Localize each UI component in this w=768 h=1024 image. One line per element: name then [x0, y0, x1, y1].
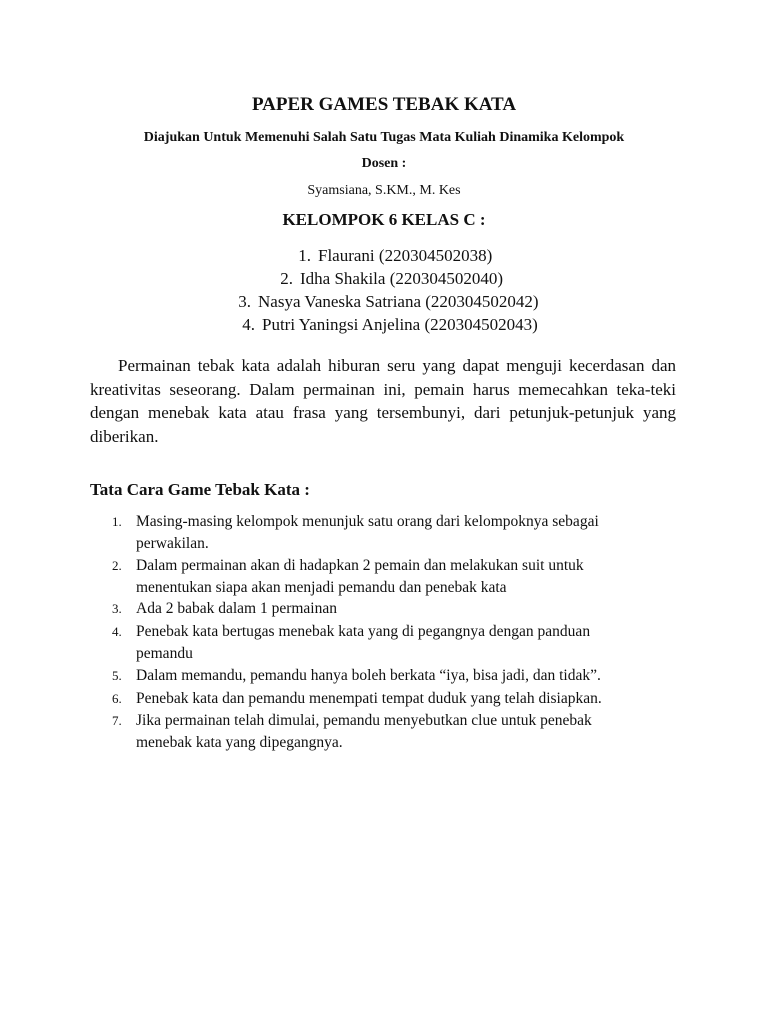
rule-number: 3. — [112, 601, 122, 616]
rule-text-line: Dalam permainan akan di hadapkan 2 pemain dan melakukan suit untuk — [136, 557, 584, 574]
member-item — [242, 315, 538, 335]
rule-number: 7. — [112, 713, 122, 728]
member-number: 3. — [238, 292, 251, 311]
lecturer-label: Dosen : — [361, 156, 407, 171]
rule-text-line: Ada 2 babak dalam 1 permainan — [136, 600, 337, 617]
member-text: Flaurani (220304502038) — [318, 246, 493, 265]
member-text: Idha Shakila (220304502040) — [300, 269, 504, 288]
member-text: Putri Yaningsi Anjelina (220304502043) — [262, 315, 538, 334]
rule-number: 5. — [112, 668, 122, 683]
rules-heading: Tata Cara Game Tebak Kata : — [90, 480, 310, 499]
member-item — [238, 292, 539, 312]
document-title: PAPER GAMES TEBAK KATA — [251, 94, 517, 115]
rule-text-line: perwakilan. — [136, 535, 209, 552]
rule-text-line: menebak kata yang dipegangnya. — [136, 734, 343, 751]
rule-text-line: pemandu — [136, 645, 193, 662]
rule-number: 2. — [112, 558, 122, 573]
rule-text-line: Penebak kata bertugas menebak kata yang di pegangnya dengan panduan — [136, 623, 591, 640]
member-number: 2. — [280, 269, 293, 288]
member-item — [280, 269, 504, 289]
member-number: 1. — [298, 246, 311, 265]
rule-text-line: Dalam memandu, pemandu hanya boleh berkata “iya, bisa jadi, dan tidak”. — [136, 667, 601, 684]
rule-number: 4. — [112, 624, 122, 639]
member-text: Nasya Vaneska Satriana (220304502042) — [258, 292, 539, 311]
rule-text-line: Penebak kata dan pemandu menempati tempat duduk yang telah disiapkan. — [136, 690, 602, 707]
intro-paragraph: Permainan tebak kata adalah hiburan seru yang dapat menguji kecerdasan dan kreativitas seseorang. Dalam permainan ini, pemain harus memecahkan teka-teki dengan menebak kata atau frasa yang tersembunyi, dari petunjuk-petunjuk yang diberikan. — [90, 356, 676, 446]
document-subtitle: Diajukan Untuk Memenuhi Salah Satu Tugas Mata Kuliah Dinamika Kelompok — [143, 130, 625, 145]
rule-number: 1. — [112, 514, 122, 529]
rule-text-line: menentukan siapa akan menjadi pemandu dan penebak kata — [136, 579, 507, 596]
rule-number: 6. — [112, 691, 122, 706]
rule-text-line: Jika permainan telah dimulai, pemandu menyebutkan clue untuk penebak — [136, 712, 592, 729]
lecturer-name: Syamsiana, S.KM., M. Kes — [307, 183, 461, 198]
rule-text-line: Masing-masing kelompok menunjuk satu orang dari kelompoknya sebagai — [136, 513, 599, 530]
member-number: 4. — [242, 315, 255, 334]
member-item — [298, 246, 493, 266]
group-heading: KELOMPOK 6 KELAS C : — [282, 210, 486, 229]
